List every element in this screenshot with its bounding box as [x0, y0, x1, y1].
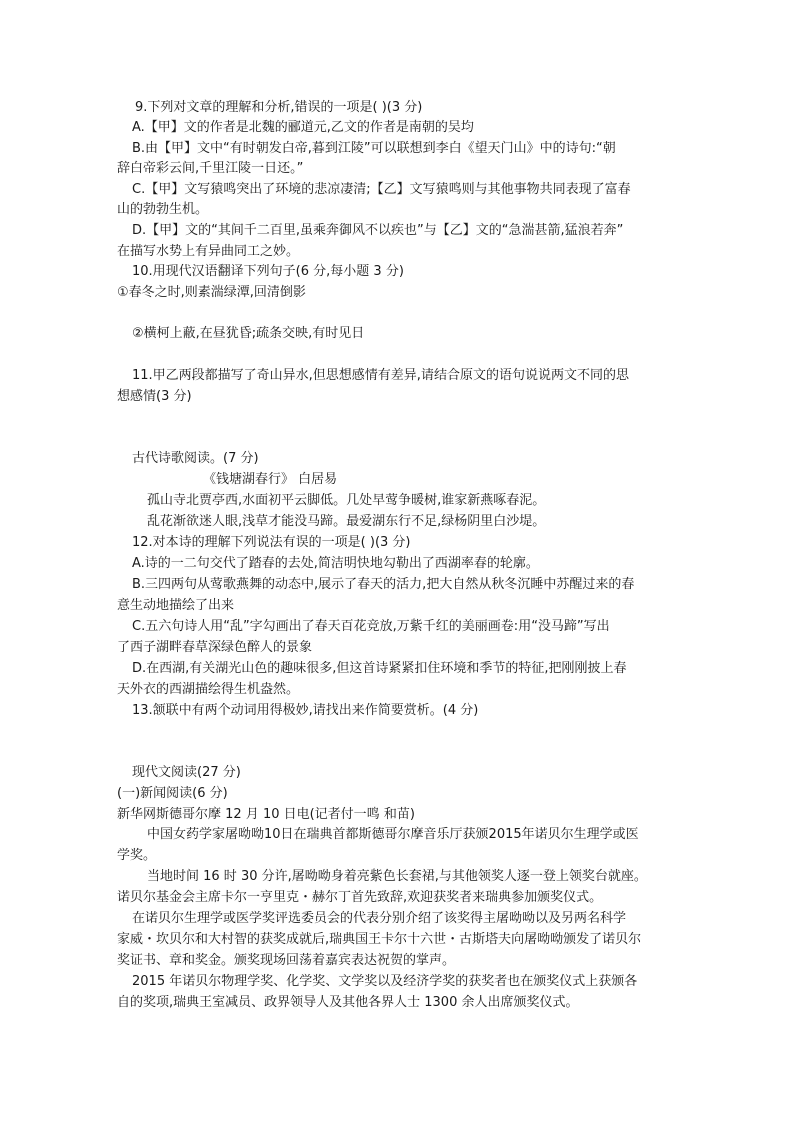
q9-option-c: C.【甲】文写猿鸣突出了环境的悲凉凄清;【乙】文写猿鸣则与其他事物共同表现了富春 — [132, 182, 631, 197]
q10-sentence-1: ①春冬之时,则素湍绿潭,回清倒影 — [117, 285, 306, 300]
news-para-2-cont: 诺贝尔基金会主席卡尔一亨里克・赫尔丁首先致辞,欢迎获奖者来瑞典参加颁奖仪式。 — [117, 890, 603, 905]
q9-option-d-cont: 在描写水势上有异曲同工之妙。 — [117, 244, 300, 259]
question-11-cont: 想感情(3 分) — [117, 389, 192, 404]
q12-option-d-cont: 天外衣的西湖描绘得生机盎然。 — [117, 682, 300, 697]
q12-option-d: D.在西湖,有关湖光山色的趣味很多,但这首诗紧紧扣住环境和季节的特征,把刚刚披上春 — [132, 661, 627, 676]
q12-option-a: A.诗的一二句交代了踏春的去处,简洁明快地勾勒出了西湖率春的轮廓。 — [132, 556, 539, 571]
poetry-section-heading: 古代诗歌阅读。(7 分) — [132, 451, 259, 466]
news-para-1: 中国女药学家屠呦呦10日在瑞典首都斯德哥尔摩音乐厅获颁2015年诺贝尔生理学或医 — [147, 827, 639, 842]
q12-option-c-cont: 了西子湖畔春草深绿色醉人的景象 — [117, 640, 313, 655]
question-11-stem: 11.甲乙两段都描写了奇山异水,但思想感情有差异,请结合原文的语句说说两文不同的思 — [132, 368, 629, 383]
question-13-stem: 13.颔联中有两个动词用得极妙,请找出来作简要赏析。(4 分) — [132, 703, 479, 718]
q9-option-d: D.【甲】文的“其间千二百里,虽乘奔御风不以疾也”与【乙】文的“急湍甚箭,猛浪若奔” — [132, 223, 624, 238]
poem-title-author: 《钱塘湖春行》 白居易 — [203, 472, 338, 487]
news-para-1-cont: 学奖。 — [117, 848, 157, 863]
q12-option-b-cont: 意生动地描绘了出来 — [117, 598, 235, 613]
modern-reading-heading: 现代文阅读(27 分) — [132, 765, 241, 780]
news-para-3-cont-2: 奖证书、章和奖金。颁奖现场回荡着嘉宾表达祝贺的掌声。 — [117, 953, 456, 968]
news-reading-subheading: (一)新闻阅读(6 分) — [117, 786, 228, 801]
poem-line-2: 乱花渐欲迷人眼,浅草才能没马蹄。最爱湖东行不足,绿杨阴里白沙堤。 — [147, 514, 546, 529]
news-para-3: 在诺贝尔生理学或医学奖评选委员会的代表分别介绍了该奖得主屠呦呦以及另两名科学 — [132, 911, 627, 926]
news-dateline: 新华网斯德哥尔摩 12 月 10 日电(记者付一鸣 和苗) — [117, 807, 415, 822]
news-para-4-cont: 自的奖项,瑞典王室减员、政界领导人及其他各界人士 1300 余人出席颁奖仪式。 — [117, 995, 579, 1010]
news-para-2: 当地时间 16 时 30 分许,屠呦呦身着亮紫色长套裙,与其他领奖人逐一登上领奖台就座。 — [147, 869, 647, 884]
poem-line-1: 孤山寺北贾亭西,水面初平云脚低。几处早莺争暖树,谁家新燕啄春泥。 — [147, 493, 546, 508]
q12-option-c: C.五六句诗人用“乱”字勾画出了春天百花竞放,万紫千红的美丽画卷:用“没马蹄”写出 — [132, 619, 610, 634]
q9-option-b: B.由【甲】文中“有时朝发白帝,暮到江陵”可以联想到李白《望天门山》中的诗句:“朝 — [132, 141, 616, 156]
news-para-3-cont-1: 家威・坎贝尔和大村智的获奖成就后,瑞典国王卡尔十六世・古斯塔夫向屠呦呦颁发了诺贝尔 — [117, 932, 642, 947]
question-9-stem: 9.下列对文章的理解和分析,错误的一项是( )(3 分) — [135, 100, 423, 115]
news-para-4: 2015 年诺贝尔物理学奖、化学奖、文学奖以及经济学奖的获奖者也在颁奖仪式上获颁各 — [132, 974, 638, 989]
q9-option-c-cont: 山的勃勃生机。 — [117, 202, 209, 217]
q9-option-b-cont: 辞白帝彩云间,千里江陵一日还。” — [117, 161, 304, 176]
question-12-stem: 12.对本诗的理解下列说法有误的一项是( )(3 分) — [132, 535, 411, 550]
question-10-stem: 10.用现代汉语翻译下列句子(6 分,每小题 3 分) — [132, 264, 404, 279]
q9-option-a: A.【甲】文的作者是北魏的郦道元,乙文的作者是南朝的吴均 — [132, 120, 474, 135]
q10-sentence-2: ②横柯上蔽,在昼犹昏;疏条交映,有时见日 — [132, 326, 365, 341]
q12-option-b: B.三四两句从莺歌燕舞的动态中,展示了春天的活力,把大自然从秋冬沉睡中苏醒过来的春 — [132, 577, 635, 592]
